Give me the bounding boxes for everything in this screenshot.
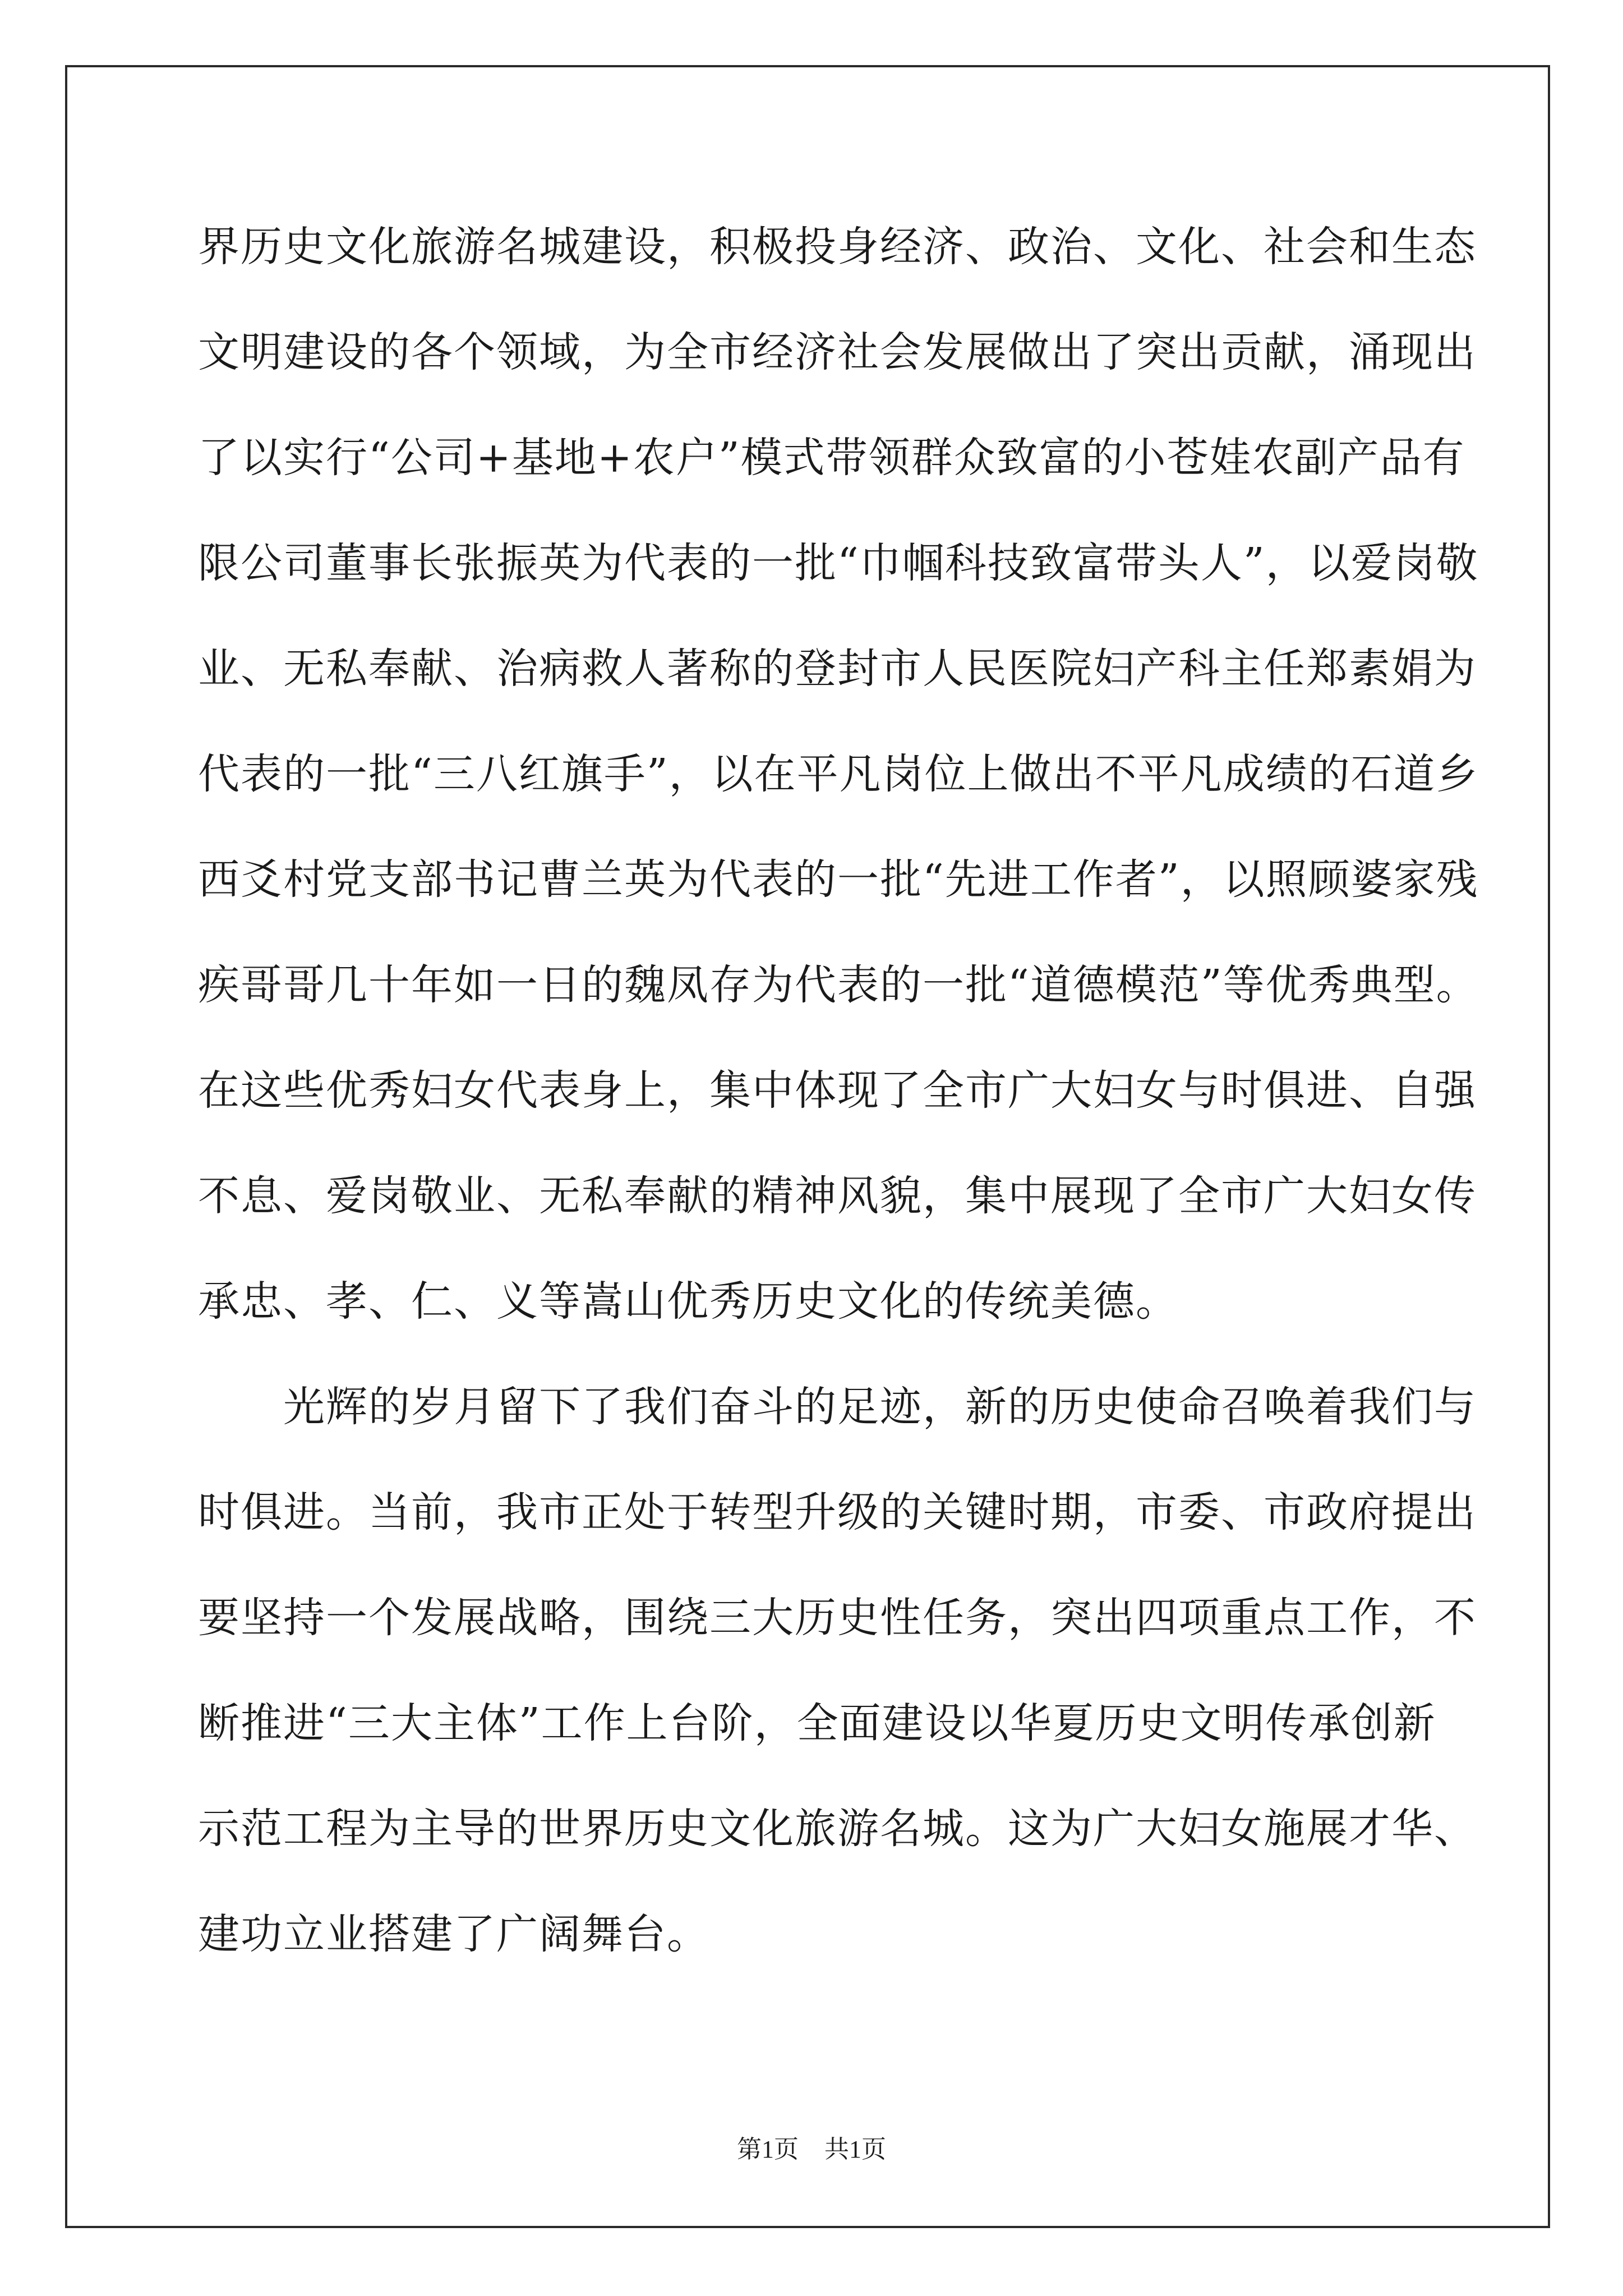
page-number: 第1页 xyxy=(737,2136,799,2163)
text-line: 时俱进。当前，我市正处于转型升级的关键时期，市委、市政府提出 xyxy=(198,1488,1477,1536)
page-footer xyxy=(0,2133,1623,2166)
document-body xyxy=(198,218,1479,2010)
text-line: 文明建设的各个领域，为全市经济社会发展做出了突出贡献，涌现出 xyxy=(198,328,1477,376)
text-line: 在这些优秀妇女代表身上，集中体现了全市广大妇女与时俱进、自强 xyxy=(198,1066,1477,1115)
text-line: 疾哥哥几十年如一日的魏凤存为代表的一批“道德模范”等优秀典型。 xyxy=(198,961,1479,1009)
text-line: 代表的一批“三八红旗手”，以在平凡岗位上做出不平凡成绩的石道乡 xyxy=(198,750,1479,798)
text-line: 了以实行“公司+基地+农户”模式带领群众致富的小苍娃农副产品有 xyxy=(198,434,1465,482)
paragraph-first-line: 光辉的岁月留下了我们奋斗的足迹，新的历史使命召唤着我们与 xyxy=(283,1383,1477,1431)
text-line: 建功立业搭建了广阔舞台。 xyxy=(198,1910,709,1958)
text-line: 要坚持一个发展战略，围绕三大历史性任务，突出四项重点工作，不 xyxy=(198,1594,1477,1642)
text-line: 限公司董事长张振英为代表的一批“巾帼科技致富带头人”，以爱岗敬 xyxy=(198,539,1479,587)
text-line: 断推进“三大主体”工作上台阶，全面建设以华夏历史文明传承创新 xyxy=(198,1699,1436,1747)
text-line: 示范工程为主导的世界历史文化旅游名城。这为广大妇女施展才华、 xyxy=(198,1805,1477,1853)
text-line: 西爻村党支部书记曹兰英为代表的一批“先进工作者”，以照顾婆家残 xyxy=(198,855,1479,904)
text-line: 业、无私奉献、治病救人著称的登封市人民医院妇产科主任郑素娟为 xyxy=(198,645,1477,693)
text-line: 界历史文化旅游名城建设，积极投身经济、政治、文化、社会和生态 xyxy=(198,223,1477,271)
text-line: 承忠、孝、仁、义等嵩山优秀历史文化的传统美德。 xyxy=(198,1277,1178,1326)
page-total: 共1页 xyxy=(824,2136,886,2163)
text-line: 不息、爱岗敬业、无私奉献的精神风貌，集中展现了全市广大妇女传 xyxy=(198,1172,1477,1220)
